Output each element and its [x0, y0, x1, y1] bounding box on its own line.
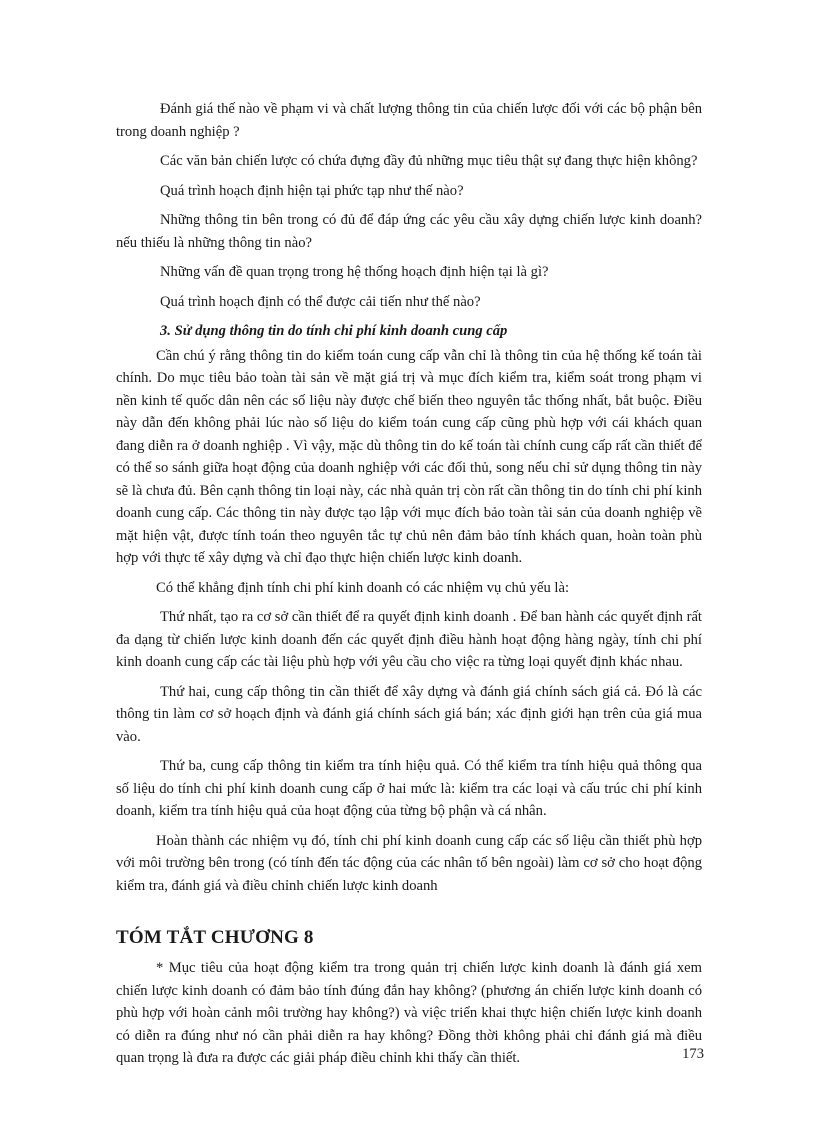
question-paragraph: Quá trình hoạch định hiện tại phức tạp như thế nào? [160, 182, 464, 199]
task-paragraph: Thứ ba, cung cấp thông tin kiểm tra tính hiệu quả. Có thể kiểm tra tính hiệu quả thông qua số liệu do tính chi phí kinh doanh cung cấp ở hai mức là: kiểm tra các loại và cấu trúc chi phí kinh doanh, kiểm tra tính hiệu quả của hoạt động của từng bộ phận và cá nhân. [116, 758, 702, 819]
task-paragraph: Thứ hai, cung cấp thông tin cần thiết để xây dựng và đánh giá chính sách giá cả. Đó là các thông tin làm cơ sở hoạch định và đánh giá chính sách giá bán; xác định giới hạn trên của giá mua vào. [116, 683, 702, 745]
question-paragraph: Những vấn đề quan trọng trong hệ thống hoạch định hiện tại là gì? [160, 264, 549, 280]
task-paragraph: Thứ nhất, tạo ra cơ sở cần thiết để ra quyết định kinh doanh . Để ban hành các quyết định rất đa dạng từ chiến lược kinh doanh đến các quyết định điều hành hoạt động hàng ngày, tính chi phí kinh doanh cung cấp các tài liệu phù hợp với yêu cầu cho việc ra từng loại quyết định khác nhau. [116, 609, 702, 670]
section-heading: 3. Sử dụng thông tin do tính chi phí kinh doanh cung cấp [160, 323, 508, 339]
question-paragraph: Quá trình hoạch định có thể được cải tiến như thế nào? [160, 293, 481, 310]
body-paragraph: Cần chú ý rằng thông tin do kiểm toán cung cấp vẫn chỉ là thông tin của hệ thống kế toán tài chính. Do mục tiêu bảo toàn tài sản về mặt giá trị và mục đích kiểm tra, kiểm soát trong phạm vi nền kinh tế quốc dân nên các số liệu này được chế biến theo nguyên tắc thống nhất, bắt buộc. Điều này dẫn đến không phải lúc nào số liệu do kiểm toán cung cấp cũng phù hợp với cái khách quan đang diễn ra ở doanh nghiệp . Vì vậy, mặc dù thông tin do kế toán tài chính cung cấp rất cần thiết để có thể so sánh giữa hoạt động của doanh nghiệp với các đối thủ, song nếu chỉ sử dụng thông tin này sẽ là chưa đủ. Bên cạnh thông tin loại này, các nhà quản trị còn rất cần thông tin do tính chi phí kinh doanh cung cấp. Các thông tin này được tạo lập với mục đích bảo toàn tài sản của doanh nghiệp về mặt hiện vật, được tính toán theo nguyên tắc tự chủ nên đảm bảo tính khách quan, hoàn toàn phù hợp với thực tế xây dựng và chỉ đạo thực hiện chiến lược kinh doanh. [116, 347, 702, 566]
page-number: 173 [682, 1046, 704, 1062]
question-paragraph: Đánh giá thế nào về phạm vi và chất lượng thông tin của chiến lược đối với các bộ phận bên trong doanh nghiệp ? [116, 101, 702, 140]
body-paragraph: Có thể khẳng định tính chi phí kinh doanh có các nhiệm vụ chủ yếu là: [156, 579, 569, 596]
question-paragraph: Các văn bản chiến lược có chứa đựng đầy đủ những mục tiêu thật sự đang thực hiện không? [160, 153, 698, 169]
chapter-summary-heading: TÓM TẮT CHƯƠNG 8 [116, 927, 314, 948]
summary-paragraph: * Mục tiêu của hoạt động kiểm tra trong quản trị chiến lược kinh doanh là đánh giá xem chiến lược kinh doanh có đảm bảo tính đúng đắn hay không? (phương án chiến lược kinh doanh có phù hợp với hoàn cảnh môi trường hay không?) và việc triển khai thực hiện chiến lược kinh doanh có diễn ra đúng như nó cần phải diễn ra hay không? Đồng thời không phải chỉ đánh giá mà điều quan trọng là đưa ra được các giải pháp điều chỉnh khi thấy cần thiết. [116, 960, 702, 1066]
page-content [116, 98, 702, 1077]
body-paragraph: Hoàn thành các nhiệm vụ đó, tính chi phí kinh doanh cung cấp các số liệu cần thiết phù hợp với môi trường bên trong (có tính đến tác động của các nhân tố bên ngoài) làm cơ sở cho hoạt động kiểm tra, đánh giá và điều chỉnh chiến lược kinh doanh [116, 832, 702, 894]
question-paragraph: Những thông tin bên trong có đủ để đáp ứng các yêu cầu xây dựng chiến lược kinh doanh? nếu thiếu là những thông tin nào? [116, 212, 702, 251]
